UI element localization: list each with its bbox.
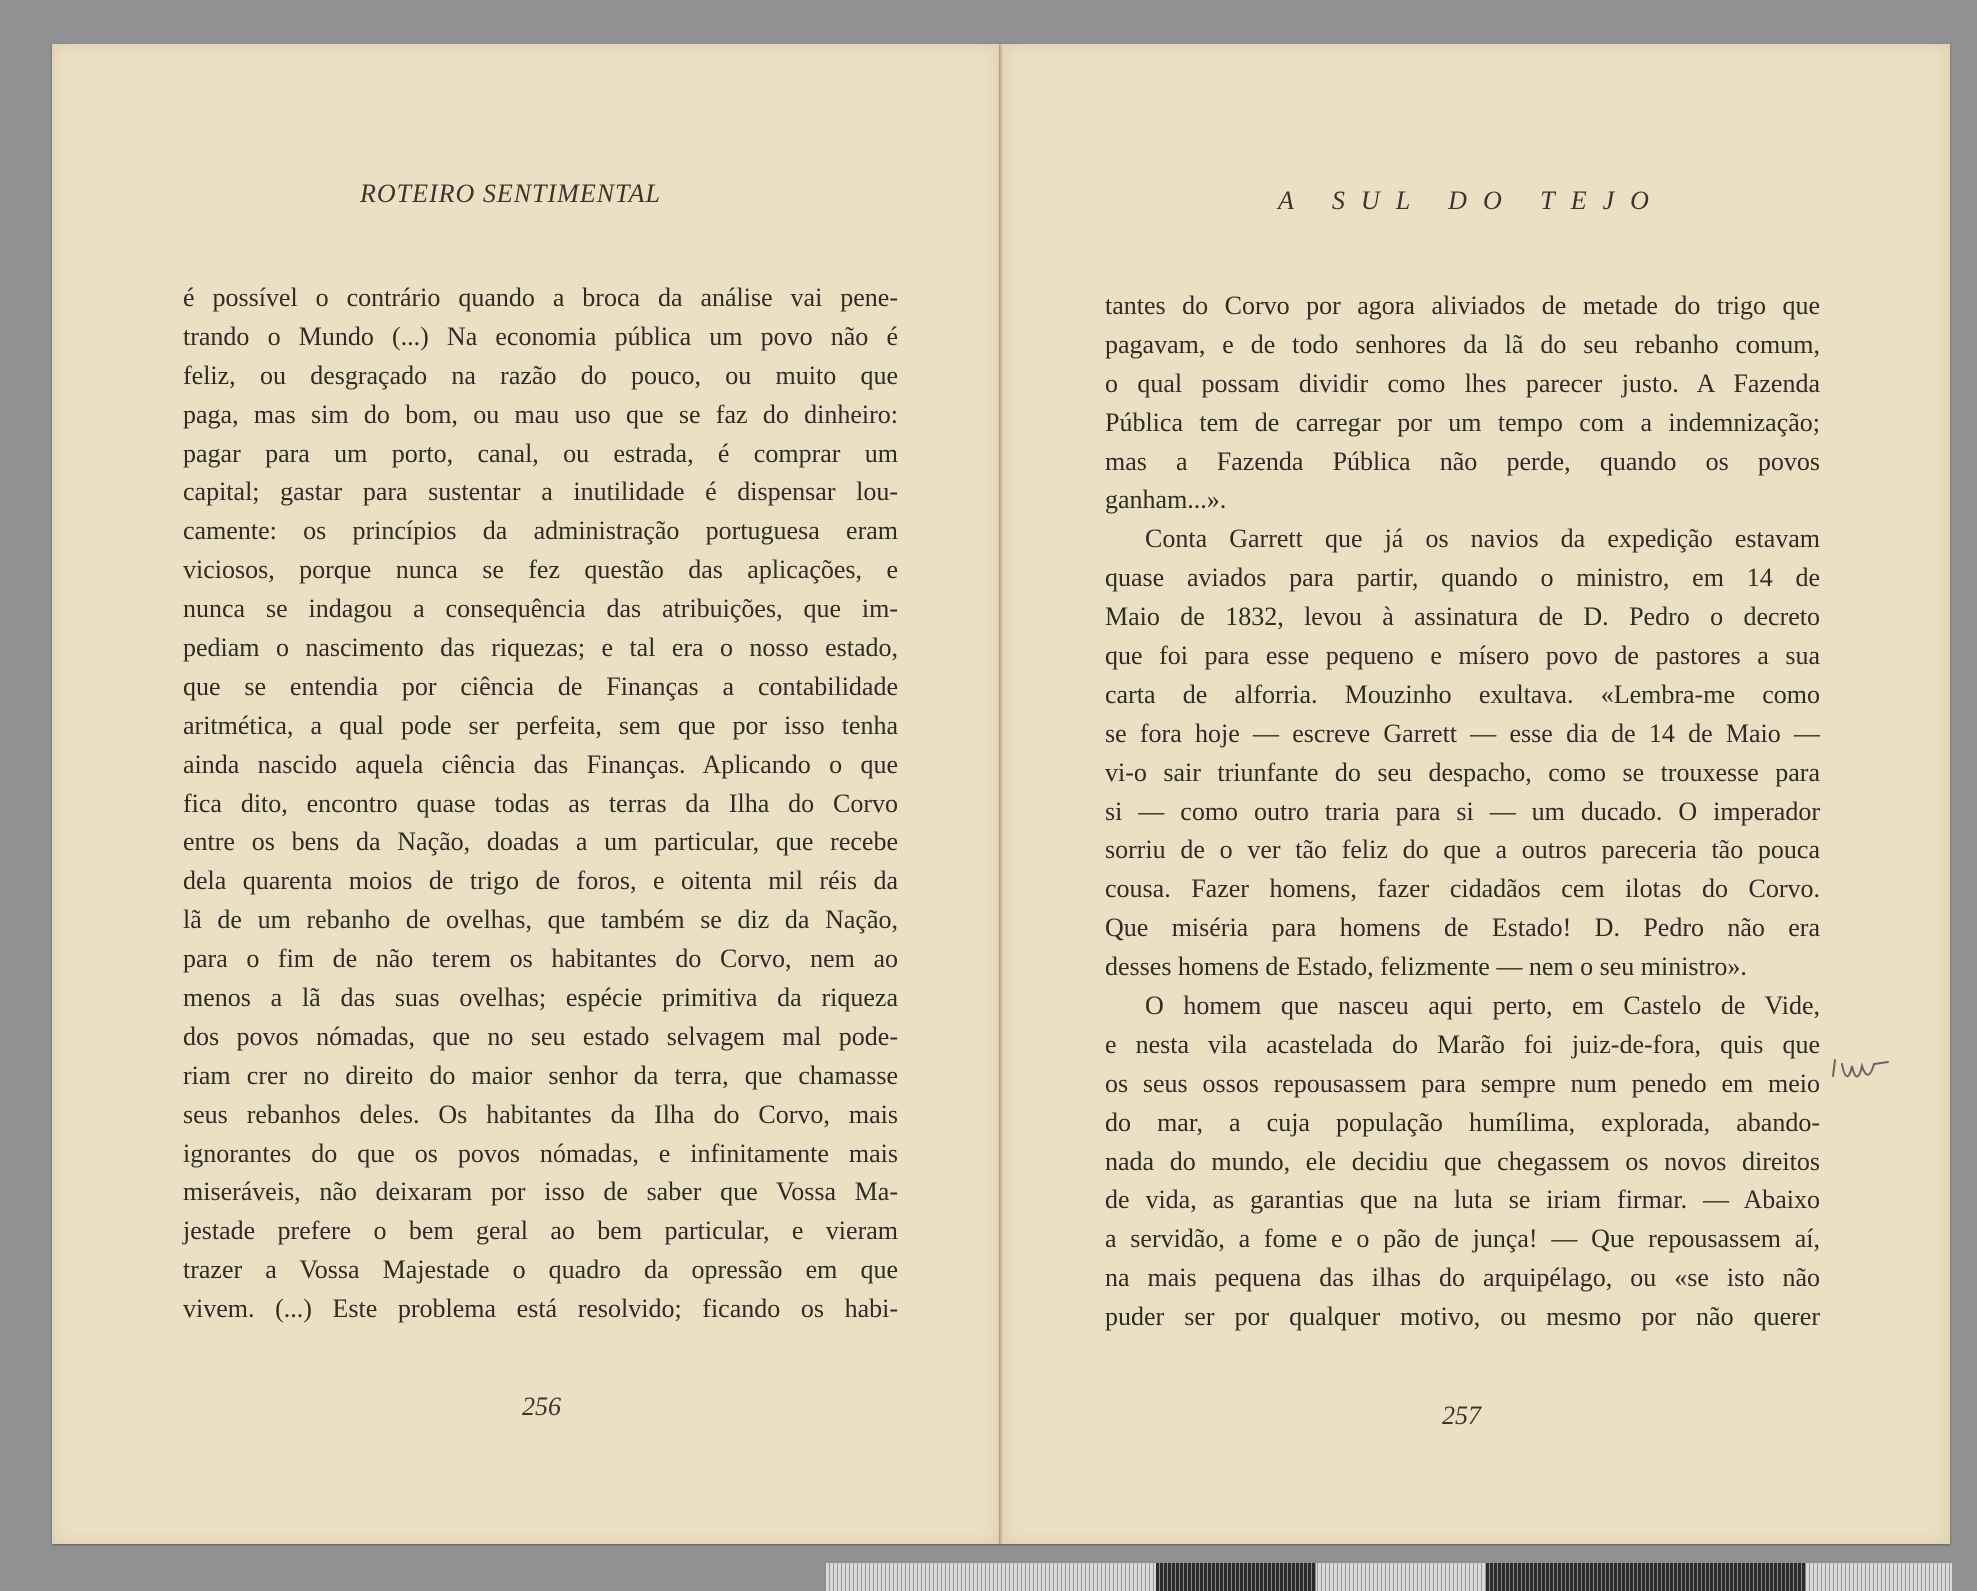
- text-line: menos a lã das suas ovelhas; espécie primitiva da riqueza: [183, 983, 898, 1013]
- text-line: trazer a Vossa Majestade o quadro da opressão em que: [183, 1255, 898, 1285]
- text-line: mas a Fazenda Pública não perde, quando os povos: [1105, 446, 1820, 476]
- text-line: nada do mundo, ele decidiu que chegassem os novos direitos: [1105, 1146, 1820, 1176]
- text-line: viciosos, porque nunca se fez questão das aplicações, e: [183, 555, 898, 585]
- text-line: cousa. Fazer homens, fazer cidadãos cem ilotas do Corvo.: [1105, 874, 1820, 904]
- ruler-dark-segment: [1486, 1563, 1806, 1591]
- text-line: desses homens de Estado, felizmente — nem o seu ministro».: [1105, 952, 1747, 982]
- text-line: sorriu de o ver tão feliz do que a outros pareceria tão pouca: [1105, 835, 1820, 865]
- text-line: jestade prefere o bem geral ao bem particular, e vieram: [183, 1216, 898, 1246]
- text-line: camente: os princípios da administração portuguesa eram: [183, 516, 898, 546]
- text-line: aritmética, a qual pode ser perfeita, sem que por isso tenha: [183, 710, 898, 740]
- text-line: se fora hoje — escreve Garrett — esse dia de 14 de Maio —: [1105, 718, 1820, 748]
- text-line: Que miséria para homens de Estado! D. Pedro não era: [1105, 913, 1820, 943]
- text-line: trando o Mundo (...) Na economia pública um povo não é: [183, 321, 898, 351]
- running-head-left: ROTEIRO SENTIMENTAL: [360, 179, 661, 208]
- text-line: os seus ossos repousassem para sempre num penedo em meio: [1105, 1068, 1820, 1098]
- running-head-right: A SUL DO TEJO: [1278, 186, 1665, 215]
- text-line: feliz, ou desgraçado na razão do pouco, ou muito que: [183, 360, 898, 390]
- text-line: ignorantes do que os povos nómadas, e infinitamente mais: [183, 1138, 898, 1168]
- text-line: na mais pequena das ilhas do arquipélago, ou «se isto não: [1105, 1263, 1820, 1293]
- scale-ruler: [826, 1563, 1952, 1591]
- page-number-right: 257: [1442, 1401, 1481, 1430]
- text-line: é possível o contrário quando a broca da análise vai pene-: [183, 283, 898, 312]
- ruler-dark-segment: [1156, 1563, 1316, 1591]
- text-line: puder ser por qualquer motivo, ou mesmo por não querer: [1105, 1302, 1820, 1332]
- text-line: dela quarenta moios de trigo de foros, e oitenta mil réis da: [183, 866, 898, 896]
- text-line: Pública tem de carregar por um tempo com a indemnização;: [1105, 407, 1820, 437]
- text-line: pagar para um porto, canal, ou estrada, é comprar um: [183, 438, 898, 468]
- text-line: fica dito, encontro quase todas as terras da Ilha do Corvo: [183, 788, 898, 818]
- text-line: seus rebanhos deles. Os habitantes da Ilha do Corvo, mais: [183, 1099, 898, 1129]
- text-line: tantes do Corvo por agora aliviados de metade do trigo que: [1105, 291, 1820, 320]
- text-line: nunca se indagou a consequência das atribuições, que im-: [183, 594, 898, 624]
- text-line: dos povos nómadas, que no seu estado selvagem mal pode-: [183, 1021, 898, 1051]
- text-line: miseráveis, não deixaram por isso de saber que Vossa Ma-: [183, 1177, 898, 1207]
- text-line: pagavam, e de todo senhores da lã do seu rebanho comum,: [1105, 329, 1820, 359]
- text-line: si — como outro traria para si — um ducado. O imperador: [1105, 796, 1820, 826]
- right-page: [1000, 44, 1950, 1544]
- text-line: que foi para esse pequeno e mísero povo de pastores a sua: [1105, 641, 1820, 671]
- text-line: a servidão, a fome e o pão de junça! — Que repousassem aí,: [1105, 1224, 1820, 1254]
- text-line: que se entendia por ciência de Finanças a contabilidade: [183, 671, 898, 701]
- left-page-body: [183, 279, 898, 1329]
- text-line: paga, mas sim do bom, ou mau uso que se faz do dinheiro:: [183, 399, 898, 429]
- text-line: capital; gastar para sustentar a inutilidade é dispensar lou-: [183, 477, 898, 507]
- text-line: e nesta vila acastelada do Marão foi juiz-de-fora, quis que: [1105, 1029, 1820, 1059]
- text-line: ainda nascido aquela ciência das Finanças. Aplicando o que: [183, 749, 898, 779]
- text-line: quase aviados para partir, quando o ministro, em 14 de: [1105, 563, 1820, 593]
- text-line: pediam o nascimento das riquezas; e tal era o nosso estado,: [183, 633, 898, 663]
- left-page: [52, 44, 1001, 1544]
- text-line: vi-o sair triunfante do seu despacho, como se trouxesse para: [1105, 757, 1820, 787]
- text-line: lã de um rebanho de ovelhas, que também se diz da Nação,: [183, 905, 898, 935]
- handwritten-correction-mark: [1830, 1056, 1892, 1091]
- text-line: entre os bens da Nação, doadas a um particular, que recebe: [183, 827, 898, 857]
- text-line: ganham...».: [1105, 485, 1227, 515]
- text-line: Maio de 1832, levou à assinatura de D. Pedro o decreto: [1105, 602, 1820, 632]
- text-line: Conta Garrett que já os navios da expedição estavam: [1145, 524, 1820, 554]
- text-line: do mar, a cuja população humílima, explorada, abando-: [1105, 1107, 1820, 1137]
- text-line: carta de alforria. Mouzinho exultava. «Lembra-me como: [1105, 679, 1820, 709]
- text-line: para o fim de não terem os habitantes do Corvo, nem ao: [183, 944, 898, 974]
- text-line: riam crer no direito do maior senhor da terra, que chamasse: [183, 1060, 898, 1090]
- page-number-left: 256: [522, 1392, 561, 1421]
- text-line: O homem que nasceu aqui perto, em Castelo de Vide,: [1145, 991, 1820, 1021]
- text-line: o qual possam dividir como lhes parecer justo. A Fazenda: [1105, 368, 1820, 398]
- right-page-body: [1105, 287, 1820, 1337]
- text-line: vivem. (...) Este problema está resolvido; ficando os habi-: [183, 1294, 898, 1324]
- text-line: de vida, as garantias que na luta se iriam firmar. — Abaixo: [1105, 1185, 1820, 1215]
